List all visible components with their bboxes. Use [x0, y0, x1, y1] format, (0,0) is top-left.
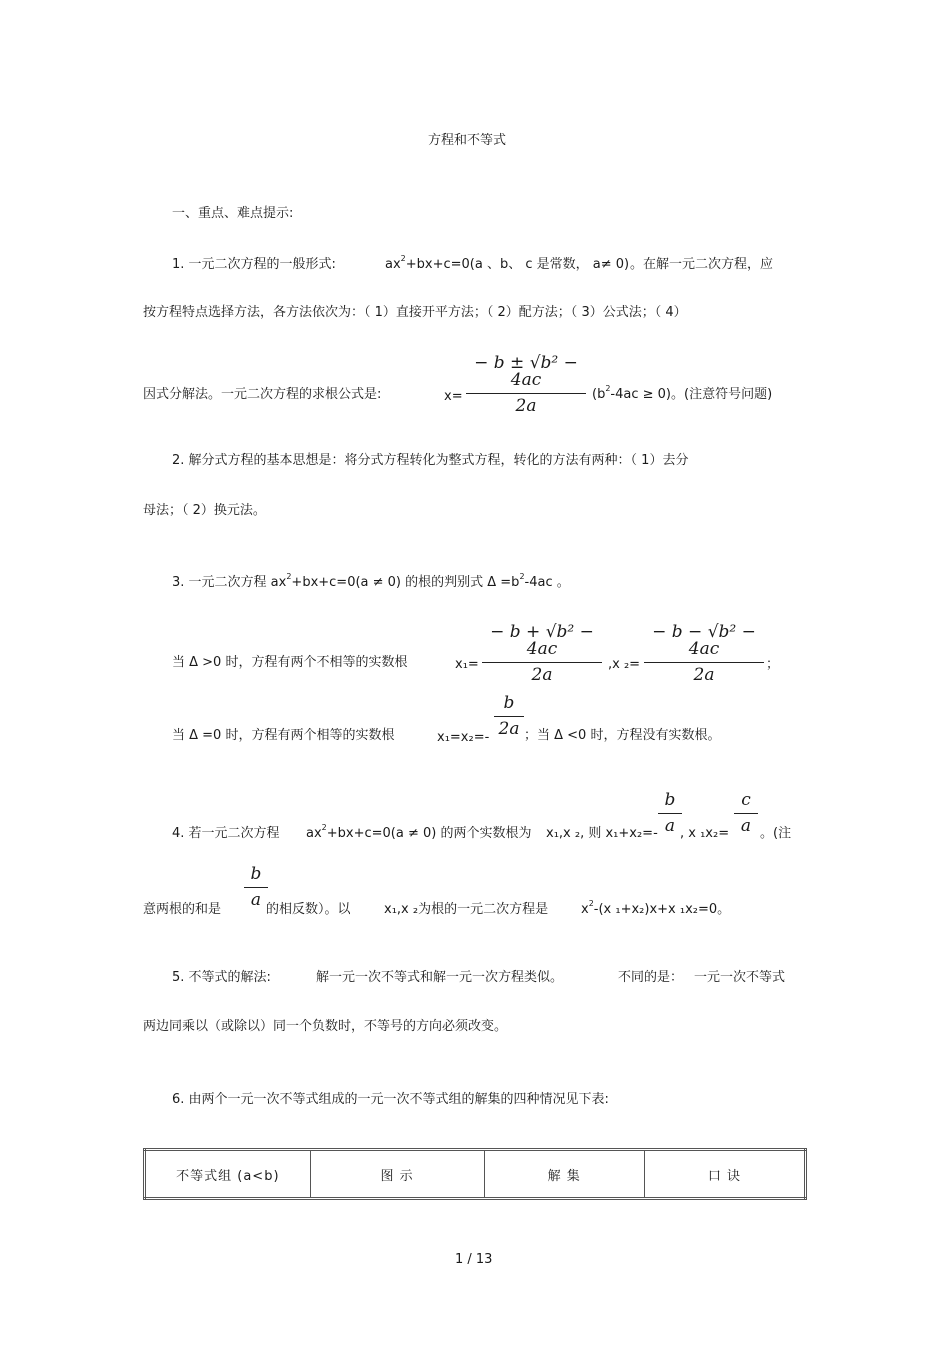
- item-4-eq-sup: 2: [321, 823, 327, 832]
- item-1-cond-rest: -4ac ≥ 0)。(注意符号问题): [610, 387, 773, 402]
- quadratic-formula-numerator: − b ± √b² − 4ac: [474, 353, 578, 390]
- double-root-numerator: b: [503, 693, 515, 713]
- page-number: 1 / 13: [455, 1252, 493, 1267]
- item-4-note-open: 。(注: [760, 826, 792, 841]
- item-1-cond-sup: 2: [605, 384, 611, 393]
- fraction-bar: [644, 662, 764, 663]
- fraction-bar: [658, 813, 682, 814]
- item-1-equation: [385, 254, 630, 272]
- item-4-eq-ax: ax: [306, 826, 322, 841]
- item-4-roots-sum: x₁,x ₂, 则 x₁+x₂=-: [546, 826, 658, 841]
- item-4-line-2b: 的相反数）。以: [266, 902, 351, 917]
- product-fraction: [734, 792, 758, 835]
- table-header-row: [145, 1150, 806, 1199]
- x1-denominator: 2a: [531, 665, 553, 685]
- case-zero: 当 Δ =0 时，方程有两个相等的实数根: [172, 728, 395, 743]
- item-3-a: 3. 一元二次方程 ax: [172, 575, 287, 590]
- x1-numerator: − b + √b² − 4ac: [490, 622, 594, 659]
- page-title: 方程和不等式: [428, 133, 507, 148]
- item-4-line-2a: 意两根的和是: [143, 902, 222, 917]
- fraction-bar: [466, 393, 586, 394]
- item-3-b: +bx+c=0(a ≠ 0) 的根的判别式 Δ =b: [291, 575, 520, 590]
- product-denominator: a: [740, 816, 752, 836]
- case-negative: ；当 Δ <0 时，方程没有实数根。: [524, 728, 721, 743]
- table-header-cell: 口 诀: [644, 1150, 805, 1199]
- double-root-formula: [494, 695, 524, 738]
- table-header-cell: 不等式组 (a<b): [145, 1150, 311, 1199]
- fraction-bar: [734, 813, 758, 814]
- fraction-bar: [494, 716, 524, 717]
- item-1-condition: [592, 384, 773, 402]
- opposite-fraction: [244, 866, 268, 909]
- item-5-line-2: 两边同乘以（或除以）同一个负数时，不等号的方向必须改变。: [143, 1019, 508, 1034]
- double-root-denominator: 2a: [498, 719, 520, 739]
- item-3-discriminant: [172, 572, 570, 590]
- item-1-intro: 1. 一元二次方程的一般形式:: [172, 257, 336, 272]
- item-4-x-sup: 2: [588, 899, 594, 908]
- item-1-root-formula-intro: 因式分解法。一元二次方程的求根公式是:: [143, 387, 382, 402]
- item-4-intro: 4. 若一元二次方程: [172, 826, 280, 841]
- section-heading: 一、重点、难点提示:: [172, 206, 294, 221]
- item-5-c: 不同的是：: [618, 970, 684, 985]
- opposite-denominator: a: [250, 890, 262, 910]
- x2-numerator: − b − √b² − 4ac: [652, 622, 756, 659]
- semicolon: ；: [766, 657, 780, 672]
- item-4-eq-rest: +bx+c=0(a ≠ 0) 的两个实数根为: [326, 826, 532, 841]
- sum-fraction: [658, 792, 682, 835]
- inequality-table: [143, 1148, 807, 1200]
- opposite-numerator: b: [250, 864, 262, 884]
- table-header-cell: 图 示: [310, 1150, 484, 1199]
- case-positive: 当 Δ >0 时，方程有两个不相等的实数根: [172, 655, 408, 670]
- item-5-a: 5. 不等式的解法:: [172, 970, 271, 985]
- quadratic-formula: [466, 355, 586, 415]
- item-4-line-2c: x₁,x ₂为根的一元二次方程是: [384, 902, 549, 917]
- x1-formula: [482, 624, 602, 684]
- item-4-product: , x ₁x₂=: [680, 826, 730, 841]
- item-2-line-1: 2. 解分式方程的基本思想是：将分式方程转化为整式方程，转化的方法有两种：（ 1）去分: [172, 453, 689, 468]
- item-5-b: 解一元一次不等式和解一元一次方程类似。: [316, 970, 564, 985]
- table-header-cell: 解 集: [484, 1150, 644, 1199]
- item-3-c: -4ac 。: [524, 575, 570, 590]
- sum-denominator: a: [664, 816, 676, 836]
- item-3-b-sup: 2: [519, 572, 525, 581]
- item-2-line-2: 母法；（ 2）换元法。: [143, 503, 266, 518]
- item-4-line-2d: [581, 899, 731, 917]
- item-5-d: 一元一次不等式: [694, 970, 786, 985]
- item-4-equation: [306, 823, 532, 841]
- x2-denominator: 2a: [693, 665, 715, 685]
- item-1-eq-rest: +bx+c=0(a 、b、 c 是常数， a≠ 0): [405, 257, 630, 272]
- item-3-a-sup: 2: [286, 572, 292, 581]
- fraction-bar: [244, 887, 268, 888]
- x2-label: ,x ₂=: [608, 657, 641, 672]
- item-1-methods: 按方程特点选择方法，各方法依次为：（ 1）直接开平方法；（ 2）配方法；（ 3）公式法；（ 4）: [143, 305, 687, 320]
- fraction-bar: [482, 662, 602, 663]
- quadratic-formula-denominator: 2a: [515, 396, 537, 416]
- item-1-eq-sup: 2: [400, 254, 406, 263]
- x2-formula: [644, 624, 764, 684]
- x1-label: x₁=: [455, 657, 479, 672]
- item-1-eq-ax: ax: [385, 257, 401, 272]
- item-4-eq-tail: -(x ₁+x₂)x+x ₁x₂=0。: [593, 902, 731, 917]
- sum-numerator: b: [664, 790, 676, 810]
- item-1-tail: 。在解一元二次方程，应: [630, 257, 774, 272]
- product-numerator: c: [741, 790, 751, 810]
- item-1-x-label: x=: [444, 389, 463, 404]
- item-4-x: x: [581, 902, 589, 917]
- item-1-cond-b: (b: [592, 387, 606, 402]
- item-6: 6. 由两个一元一次不等式组成的一元一次不等式组的解集的四种情况见下表:: [172, 1092, 609, 1107]
- x12-label: x₁=x₂=-: [437, 730, 490, 745]
